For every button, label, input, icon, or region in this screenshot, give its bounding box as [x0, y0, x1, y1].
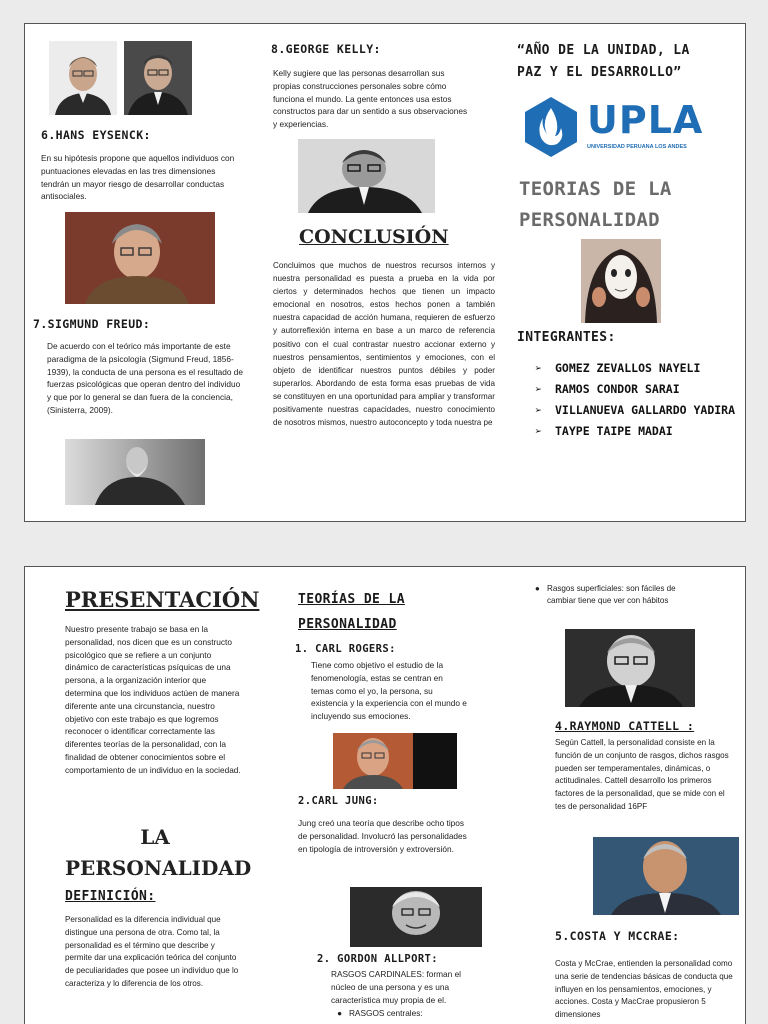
cattell-photo [565, 629, 695, 707]
eysenck-photo [49, 41, 117, 115]
freud-heading: 7.SIGMUND FREUD: [33, 317, 151, 331]
brochure-title: TEORIAS DE LA PERSONALIDAD [519, 178, 672, 231]
members-list [535, 358, 740, 442]
eysenck-photo-2 [124, 41, 192, 115]
allport-text: RASGOS CARDINALES: forman el núcleo de una persona y es una característica muy propia de el. [331, 969, 462, 1005]
brochure-page-inside [24, 566, 746, 1024]
member-item: ➢ VILLANUEVA GALLARDO YADIRA [535, 400, 740, 421]
costa-heading: 5.COSTA Y MCCRAE: [555, 929, 680, 943]
freud-photo [65, 439, 205, 505]
costa-photo [593, 837, 739, 915]
definition-heading: DEFINICIÓN: [65, 889, 156, 904]
arrow-bullet-icon: ➢ [535, 403, 542, 417]
definition-text: Personalidad es la diferencia individual que distingue una persona de otra. Como tal, la personalidad es el término que describe y permite dar una explicación teórica del conjunto de peculiaridades que posee un individuo que lo caracteriza y lo diferencia de los otros. [65, 915, 239, 988]
jung-heading: 2.CARL JUNG: [298, 795, 379, 807]
conclusion-text: Concluimos que muchos de nuestros recursos internos y nuestra personalidad es puesta a prueba en la vida por ciertos y determinados hechos que tienen un impacto emocional en nosotros, estos hechos ponen a también nuestra capacidad de acción humana, requieren de esfuerzo y autorreflexión interna en base a un marco de referencia positivo con el cual contrastar nuestro accionar externo y nuestros pensamientos, sentimientos y emociones, con el objeto de identificar nuestros puntos débiles y poder superarlos. Abordando de esta forma esas pruebas de vida se constituyen en una oportunidad para ampliar y transformar positivamente nuestras capacidades, nuestro conocimiento de nosotros mismos, nuestro autoconcepto y toda nuestra pe [273, 261, 495, 428]
costa-text: Costa y McCrae, entienden la personalidad como una serie de tendencias básicas de conducta que influyen en los pensamientos, emociones, y acciones. Costa y MacCrae propusieron 5 dimensiones [555, 959, 733, 1020]
brochure-page-outside [24, 23, 746, 522]
year-motto: “AÑO DE LA UNIDAD, LA PAZ Y EL DESARROLLO” [517, 43, 690, 80]
theories-heading: TEORÍAS DE LA PERSONALIDAD [298, 592, 405, 632]
upla-logo [521, 96, 721, 158]
conclusion-heading: CONCLUSIÓN [299, 226, 449, 248]
rogers-photo [333, 733, 457, 789]
kelly-heading: 8.GEORGE KELLY: [271, 42, 381, 56]
jung-text: Jung creó una teoría que describe ocho tipos de personalidad. Involucró las personalidades en tipología de introversión y extroversión. [298, 818, 467, 854]
cattell-text: Según Cattell, la personalidad consiste en la función de un conjunto de rasgos, dichos rasgos pueden ser temperamentales, dinámicas, o actitudinales. Cattell desarrollo los primeros factores de la personalidad, que se mide con el tes de personalidad 16PF [555, 738, 729, 811]
kelly-photo [298, 139, 435, 213]
member-item: ➢ TAYPE TAIPE MADAI [535, 421, 740, 442]
jung-photo [350, 887, 482, 947]
eysenck-heading: 6.HANS EYSENCK: [41, 128, 151, 142]
member-item: ➢ RAMOS CONDOR SARAI [535, 379, 740, 400]
rogers-heading: 1. CARL ROGERS: [295, 643, 396, 655]
members-heading: INTEGRANTES: [517, 330, 616, 345]
bullet-dot-icon: ● [535, 584, 540, 593]
eysenck-text: En su hipótesis propone que aquellos individuos con puntuaciones elevadas en las tres dimensiones tendrán un mayor riesgo de desarrollar conductas antisociales. [41, 153, 235, 202]
presentation-heading: PRESENTACIÓN [65, 587, 260, 612]
superficial-text: Rasgos superficiales: son fáciles de cambiar tiene que ver con hábitos [547, 584, 676, 606]
column-right [509, 24, 746, 521]
bullet-dot-icon: ● [337, 1008, 349, 1018]
column-middle [263, 24, 505, 521]
allport-bullet: ● RASGOS centrales: [337, 1008, 423, 1018]
presentation-text: Nuestro presente trabajo se basa en la personalidad, nos dicen que es un constructo psicológico que se refiere a un conjunto dinámico de características psíquicas de una persona, a la organización interior que determina que los individuos actúen de manera diferente ante una circunstancia, nuestro objetivo con este trabajo es que logremos reconocer o identificar correctamente las diferentes teorías de la personalidad, con la finalidad de obtener conocimientos sobre el comportamiento de un individuo en la sociedad. [65, 624, 241, 775]
superficial-traits [535, 583, 697, 607]
upla-name: UPLA [587, 98, 704, 142]
freud-text: De acuerdo con el teórico más importante de este paradigma de la psicología (Sigmund Freud, 1856-1939), la conducta de una persona es el resultado de fuerzas psicológicas que operan dentro del individuo y que por lo general se dan fuera de la conciencia, (Sinisterra, 2009). [47, 341, 244, 415]
column-left [25, 24, 260, 521]
kelly-text: Kelly sugiere que las personas desarrollan sus propias construcciones personales sobre cómo funciona el mundo. La gente entonces usa estos constructos para dar un sentido a sus observaciones y experiencias. [273, 68, 468, 130]
eysenck-portrait-photo [65, 212, 215, 304]
column-right [507, 567, 746, 1024]
upla-subtitle: UNIVERSIDAD PERUANA LOS ANDES [587, 144, 687, 150]
personality-heading: LA PERSONALIDAD [65, 825, 252, 880]
rogers-text: Tiene como objetivo el estudio de la fenomenología, estas se centran en temas como el yo, la persona, su existencia y la experiencia con el mundo e incluyendo sus emociones. [311, 660, 467, 722]
arrow-bullet-icon: ➢ [535, 361, 542, 375]
member-item: ➢ GOMEZ ZEVALLOS NAYELI [535, 358, 740, 379]
arrow-bullet-icon: ➢ [535, 424, 542, 438]
cattell-heading: 4.RAYMOND CATTELL : [555, 719, 695, 733]
mask-illustration-icon [581, 239, 661, 323]
column-left [25, 567, 263, 1024]
allport-heading: 2. GORDON ALLPORT: [317, 953, 438, 965]
arrow-bullet-icon: ➢ [535, 382, 542, 396]
column-middle [265, 567, 505, 1024]
